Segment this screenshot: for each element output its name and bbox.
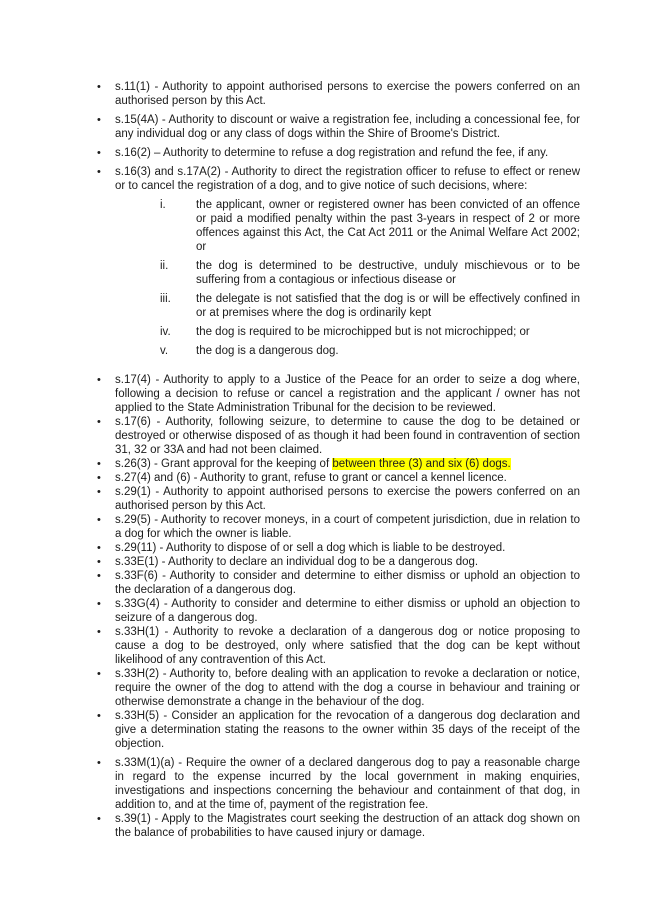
list-item-text: s.15(4A) - Authority to discount or waive a registration fee, including a concessional fee, for any individual dog or any class of dogs within the Shire of Broome's District. (115, 114, 580, 140)
list-item-text: s.33H(2) - Authority to, before dealing with an application to revoke a declaration or notice, require the owner of the dog to attend with the dog a course in behaviour and training or otherwise demonstrate a change in the behaviour of the dog. (115, 668, 580, 708)
list-item-text: s.29(1) - Authority to appoint authorised persons to exercise the powers conferred on an authorised person by this Act. (115, 486, 580, 512)
list-item-text: the delegate is not satisfied that the dog is or will be effectively confined in or at premises where the dog is ordinarily kept (196, 293, 580, 319)
sub-list-item (97, 344, 580, 358)
roman-numeral-marker: v. (160, 345, 169, 357)
sub-list-item (97, 259, 580, 287)
bullet-marker: • (97, 147, 101, 159)
list-item-text: the applicant, owner or registered owner has been convicted of an offence or paid a modified penalty within the past 3-years in respect of 2 or more offences against this Act, the Cat Act 2011 or the Animal Welfare Act 2002; or (196, 199, 580, 253)
list-item (97, 756, 580, 812)
authority-list (97, 80, 580, 840)
list-item-text: s.26(3) - Grant approval for the keeping of between three (3) and six (6) dogs. (115, 458, 511, 470)
list-item-text: s.17(6) - Authority, following seizure, to determine to cause the dog to be detained or destroyed or otherwise disposed of as though it had been found in contravention of section 31, 32 or 33A and had not been claimed. (115, 416, 580, 456)
sub-list-item (97, 198, 580, 254)
list-item (97, 541, 580, 555)
bullet-marker: • (97, 570, 101, 582)
bullet-marker: • (97, 166, 101, 178)
list-item (97, 555, 580, 569)
list-item-text: s.39(1) - Apply to the Magistrates court seeking the destruction of an attack dog shown on the balance of probabilities to have caused injury or damage. (115, 813, 580, 839)
list-item (97, 457, 580, 471)
list-item (97, 485, 580, 513)
list-item (97, 569, 580, 597)
bullet-marker: • (97, 668, 101, 680)
list-item (97, 812, 580, 840)
bullet-marker: • (97, 626, 101, 638)
list-item-text: s.16(3) and s.17A(2) - Authority to direct the registration officer to refuse to effect or renew or to cancel the registration of a dog, and to give notice of such decisions, where: (115, 166, 580, 192)
list-item-text: s.11(1) - Authority to appoint authorised persons to exercise the powers conferred on an authorised person by this Act. (115, 81, 580, 107)
bullet-marker: • (97, 598, 101, 610)
list-item (97, 709, 580, 751)
list-item (97, 165, 580, 193)
list-item-text: the dog is a dangerous dog. (196, 345, 339, 357)
roman-numeral-marker: iii. (160, 293, 171, 305)
highlighted-text: between three (3) and six (6) dogs. (332, 458, 511, 470)
list-item-text: s.29(5) - Authority to recover moneys, in a court of competent jurisdiction, due in relation to a dog for which the owner is liable. (115, 514, 580, 540)
bullet-marker: • (97, 416, 101, 428)
bullet-marker: • (97, 114, 101, 126)
bullet-marker: • (97, 514, 101, 526)
list-item-text: s.33H(1) - Authority to revoke a declaration of a dangerous dog or notice proposing to cause a dog to be destroyed, only where satisfied that the dog can be kept without likelihood of any contravention of this Act. (115, 626, 580, 666)
list-item (97, 625, 580, 667)
list-item-text: s.33G(4) - Authority to consider and determine to either dismiss or uphold an objection to seizure of a dangerous dog. (115, 598, 580, 624)
roman-numeral-marker: ii. (160, 260, 169, 272)
bullet-marker: • (97, 472, 101, 484)
list-item (97, 113, 580, 141)
list-item (97, 146, 580, 160)
bullet-marker: • (97, 81, 101, 93)
list-item (97, 513, 580, 541)
roman-numeral-marker: iv. (160, 326, 171, 338)
list-item-text: s.33E(1) - Authority to declare an individual dog to be a dangerous dog. (115, 556, 479, 568)
bullet-marker: • (97, 458, 101, 470)
bullet-marker: • (97, 710, 101, 722)
sub-list-item (97, 292, 580, 320)
bullet-marker: • (97, 374, 101, 386)
list-item-text: the dog is determined to be destructive, unduly mischievous or to be suffering from a contagious or infectious disease or (196, 260, 580, 286)
bullet-marker: • (97, 556, 101, 568)
list-item-text: s.33F(6) - Authority to consider and determine to either dismiss or uphold an objection to the declaration of a dangerous dog. (115, 570, 580, 596)
bullet-marker: • (97, 542, 101, 554)
list-item-text: s.33M(1)(a) - Require the owner of a declared dangerous dog to pay a reasonable charge in regard to the expense incurred by the local government in making enquiries, investigations and inspections concerning the behaviour and containment of that dog, in addition to, and at the time of, payment of the registration fee. (115, 757, 580, 811)
list-item (97, 373, 580, 415)
list-item (97, 667, 580, 709)
list-item-text: s.27(4) and (6) - Authority to grant, refuse to grant or cancel a kennel licence. (115, 472, 507, 484)
list-item-text: s.16(2) – Authority to determine to refuse a dog registration and refund the fee, if any. (115, 147, 549, 159)
list-item-text: s.17(4) - Authority to apply to a Justice of the Peace for an order to seize a dog where, following a decision to refuse or cancel a registration and the applicant / owner has not applied to the State Administration Tribunal for the decision to be reviewed. (115, 374, 580, 414)
bullet-marker: • (97, 757, 101, 769)
roman-numeral-marker: i. (160, 199, 166, 211)
list-item-text: s.29(11) - Authority to dispose of or sell a dog which is liable to be destroyed. (115, 542, 506, 554)
list-item-text: s.33H(5) - Consider an application for the revocation of a dangerous dog declaration and give a determination stating the reasons to the owner within 35 days of the receipt of the objection. (115, 710, 580, 750)
list-item-text: the dog is required to be microchipped but is not microchipped; or (196, 326, 530, 338)
list-item (97, 80, 580, 108)
list-item (97, 471, 580, 485)
bullet-marker: • (97, 813, 101, 825)
list-item (97, 597, 580, 625)
sub-list-item (97, 325, 580, 339)
list-item (97, 415, 580, 457)
bullet-marker: • (97, 486, 101, 498)
